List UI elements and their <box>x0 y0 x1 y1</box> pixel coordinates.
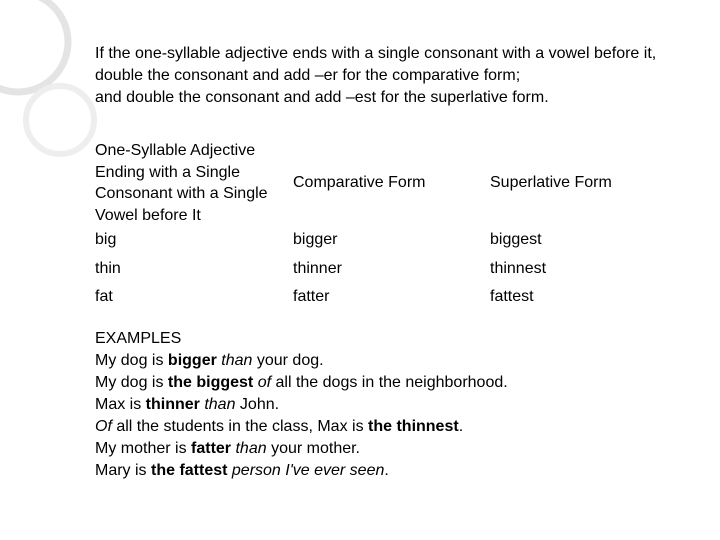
header-superlative: Superlative Form <box>490 174 612 191</box>
examples-heading: EXAMPLES <box>95 330 182 347</box>
cell-comparative: bigger <box>293 231 338 249</box>
example-text: your dog. <box>252 352 324 369</box>
header-comparative: Comparative Form <box>293 174 426 191</box>
rule-line-1: If the one-syllable adjective ends with a single consonant with a vowel before it, <box>95 45 657 62</box>
example-text: My dog is <box>95 374 168 391</box>
example-text: your mother. <box>266 440 360 457</box>
cell-superlative: biggest <box>490 231 542 249</box>
example-text: . <box>458 418 464 435</box>
rule-line-2: double the consonant and add –er for the comparative form; <box>95 67 521 84</box>
example-italic: than <box>231 440 267 457</box>
example-line <box>95 438 508 460</box>
cell-comparative: thinner <box>293 259 342 277</box>
example-bold: the thinnest <box>368 418 459 435</box>
table-row <box>95 283 700 312</box>
example-text: Max is <box>95 396 146 413</box>
example-text: My mother is <box>95 440 192 457</box>
example-line <box>95 372 508 394</box>
cell-adjective: thin <box>95 259 121 277</box>
example-italic: than <box>199 396 236 413</box>
example-text: My dog is <box>95 352 168 369</box>
cell-superlative: fattest <box>490 288 534 306</box>
example-line <box>95 416 508 438</box>
adjective-forms-table <box>95 140 700 312</box>
header-adjective: One-Syllable Adjective Ending with a Single Consonant with a Single Vowel before It <box>95 142 268 224</box>
example-line <box>95 394 508 416</box>
example-text: . <box>384 462 389 479</box>
rule-line-3: and double the consonant and add –est for the superlative form. <box>95 89 549 106</box>
rule-paragraph <box>95 43 720 109</box>
example-italic: Of <box>95 418 112 435</box>
example-bold: the fattest <box>151 462 228 479</box>
cell-adjective: big <box>95 231 117 249</box>
table-header-row <box>95 140 700 226</box>
table-row <box>95 255 700 284</box>
examples-section <box>95 328 508 482</box>
example-bold: fatter <box>191 440 232 457</box>
example-text: all the students in the class, Max is <box>111 418 369 435</box>
example-text: Mary is <box>95 462 151 479</box>
example-bold: bigger <box>167 352 217 369</box>
example-bold: thinner <box>145 396 200 413</box>
example-text: all the dogs in the neighborhood. <box>271 374 508 391</box>
example-bold: the biggest <box>167 374 254 391</box>
example-line <box>95 350 508 372</box>
cell-comparative: fatter <box>293 288 330 306</box>
cell-adjective: fat <box>95 288 113 306</box>
table-row <box>95 226 700 255</box>
example-italic: person I've ever seen <box>227 462 385 479</box>
example-text: John. <box>235 396 280 413</box>
example-italic: of <box>253 374 272 391</box>
cell-superlative: thinnest <box>490 259 547 277</box>
example-italic: than <box>216 352 253 369</box>
example-line <box>95 460 508 482</box>
